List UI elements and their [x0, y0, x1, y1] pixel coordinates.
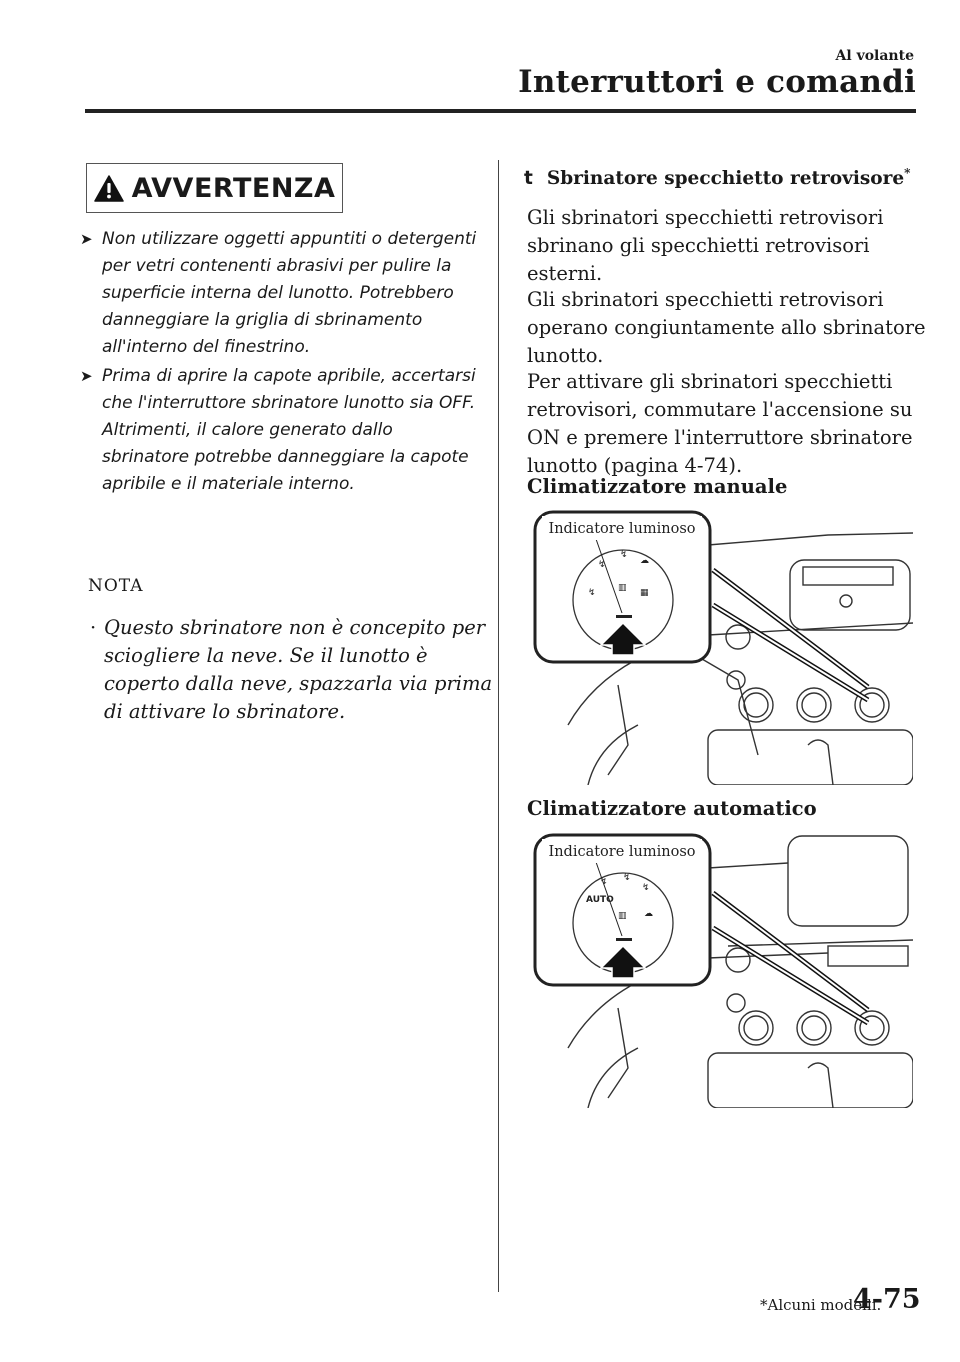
section-heading	[524, 166, 910, 189]
svg-text:☁: ☁	[644, 909, 653, 919]
svg-text:↯: ↯	[620, 550, 628, 560]
warning-box	[86, 163, 343, 213]
svg-text:☁: ☁	[640, 556, 649, 566]
svg-text:▥: ▥	[618, 583, 627, 593]
column-divider	[498, 160, 499, 1292]
running-header-section: Al volante	[835, 48, 914, 64]
warning-item	[80, 226, 480, 361]
svg-text:↯: ↯	[623, 873, 631, 883]
auto-label: AUTO	[586, 895, 614, 905]
warning-title: AVVERTENZA	[131, 172, 336, 204]
callout-label: Indicatore luminoso	[548, 521, 696, 537]
warning-list	[80, 226, 480, 500]
svg-text:↯: ↯	[600, 877, 608, 887]
section-asterisk: *	[904, 166, 911, 180]
callout-label: Indicatore luminoso	[548, 844, 696, 860]
figure-heading-automatic: Climatizzatore automatico	[527, 797, 817, 820]
svg-text:↯: ↯	[588, 588, 596, 598]
manual-climate-figure	[528, 505, 913, 785]
section-marker: t	[524, 168, 533, 190]
triangle-bullet-icon: ➤	[80, 230, 93, 248]
note-item	[84, 614, 504, 726]
bullet-dot-icon: ·	[90, 616, 97, 639]
paragraph: Per attivare gli sbrinatori specchietti retrovisori, commutare l'accensione su ON e premere l'interruttore sbrinatore lunotto (pagina 4-74).	[527, 370, 913, 477]
header-rule	[85, 109, 916, 113]
page-number: 4-75	[853, 1284, 921, 1315]
svg-text:▥: ▥	[618, 911, 627, 921]
section-title: Sbrinatore specchietto retrovisore	[546, 168, 905, 190]
warning-item-text: Prima di aprire la capote apribile, accertarsi che l'interruttore sbrinatore lunotto sia OFF. Altrimenti, il calore generato dallo sbrinatore potrebbe danneggiare la capote apribile e il materiale interno.	[102, 366, 476, 494]
svg-text:▦: ▦	[640, 588, 649, 598]
svg-text:↯: ↯	[642, 883, 650, 893]
footnote: *Alcuni modelli.	[760, 1296, 882, 1314]
svg-text:↯: ↯	[598, 560, 606, 570]
warning-triangle-icon	[94, 175, 124, 202]
note-title: NOTA	[88, 576, 144, 596]
triangle-bullet-icon: ➤	[80, 367, 93, 385]
running-header-title: Interruttori e comandi	[518, 64, 916, 100]
note-item-text: Questo sbrinatore non è concepito per sciogliere la neve. Se il lunotto è coperto dalla neve, spazzarla via prima di attivare lo sbrinatore.	[104, 616, 493, 723]
paragraph: Gli sbrinatori specchietti retrovisori operano congiuntamente allo sbrinatore lunotto.	[527, 288, 926, 367]
figure-heading-manual: Climatizzatore manuale	[527, 475, 788, 498]
warning-item-text: Non utilizzare oggetti appuntiti o detergenti per vetri contenenti abrasivi per pulire la superficie interna del lunotto. Potrebbero danneggiare la griglia di sbrinamento all'interno del finestrino.	[102, 229, 477, 357]
paragraph: Gli sbrinatori specchietti retrovisori sbrinano gli specchietti retrovisori esterni.	[527, 206, 884, 285]
automatic-climate-figure	[528, 828, 913, 1108]
warning-item	[80, 363, 480, 498]
